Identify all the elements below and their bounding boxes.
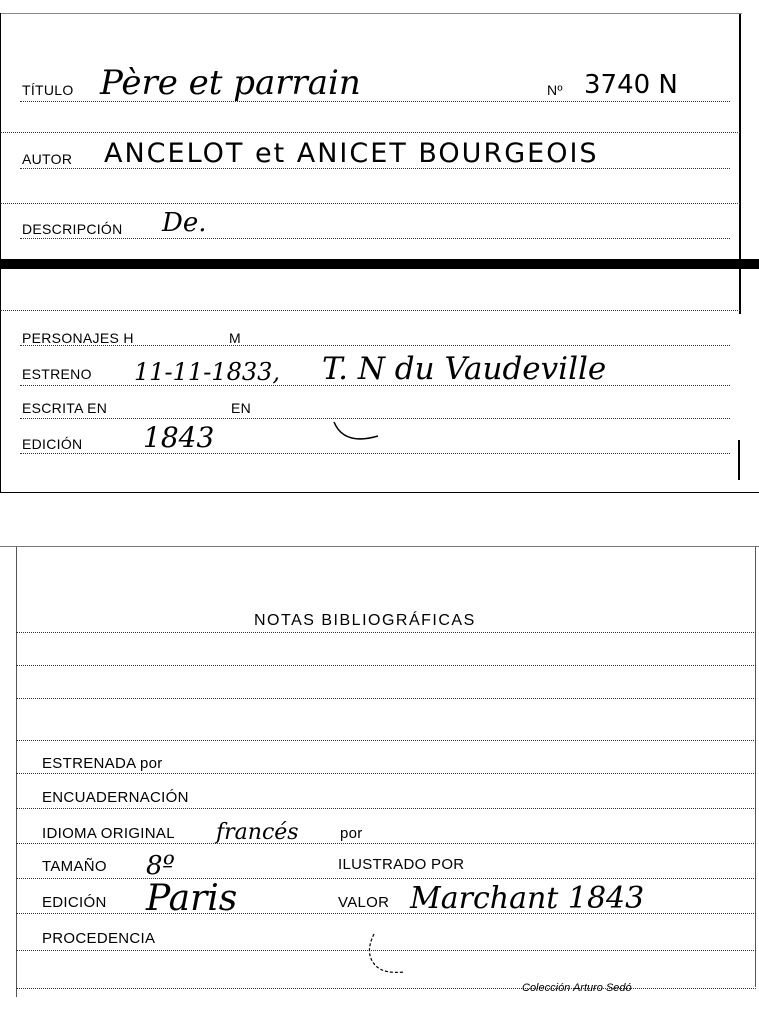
encuadernacion-label: ENCUADERNACIÓN <box>42 789 189 806</box>
autor-label: AUTOR <box>22 151 73 167</box>
edicion-value: 1843 <box>143 421 215 454</box>
descripcion-label: DESCRIPCIÓN <box>22 221 123 237</box>
autor-value: ANCELOT et ANICET BOURGEOIS <box>104 138 599 169</box>
personajes-m-label: M <box>229 330 241 346</box>
titulo-value: Père et parrain <box>100 63 361 103</box>
descripcion-value: De. <box>162 208 207 238</box>
estreno-date: 11-11-1833, <box>134 358 281 386</box>
top-card-right-tick <box>738 440 740 480</box>
top-card-left-border <box>0 13 1 493</box>
procedencia-label: PROCEDENCIA <box>42 930 156 947</box>
personajes-label: PERSONAJES H <box>22 330 134 346</box>
notas-rule-3 <box>16 698 756 699</box>
bottom-card-bottom-rule <box>16 988 756 989</box>
bottom-card-right-border <box>755 547 756 987</box>
collection-credit: Colección Arturo Sedó <box>522 982 632 994</box>
bottom-card-left-border <box>16 547 17 997</box>
idioma-por-label: por <box>340 825 363 842</box>
edicion-bottom-value: Paris <box>146 878 238 919</box>
descripcion-rule <box>20 238 730 239</box>
top-card-top-border <box>0 13 742 14</box>
pencil-curve-mark <box>330 418 390 448</box>
notas-rule-1 <box>16 632 756 633</box>
escrita-label: ESCRITA EN <box>22 400 108 416</box>
edicion-bottom-label: EDICIÓN <box>42 894 107 911</box>
top-card-thick-divider <box>0 259 759 269</box>
notas-rule-2 <box>16 665 756 666</box>
numero-value: 3740 N <box>584 70 678 100</box>
valor-value: Marchant 1843 <box>410 881 645 916</box>
estrenada-label: ESTRENADA por <box>42 755 163 772</box>
encuadernacion-rule <box>16 808 756 809</box>
titulo-rule-2 <box>0 132 740 133</box>
edicion-bottom-rule <box>16 913 756 914</box>
escrita-en-label: EN <box>231 400 252 416</box>
autor-rule-2 <box>0 203 740 204</box>
tamano-label: TAMAÑO <box>42 858 107 875</box>
estreno-label: ESTRENO <box>22 366 92 382</box>
idioma-label: IDIOMA ORIGINAL <box>42 825 175 842</box>
tamano-value: 8º <box>146 851 175 881</box>
edicion-rule <box>20 453 730 454</box>
titulo-label: TÍTULO <box>22 82 74 98</box>
bottom-card-top-border <box>0 546 759 547</box>
idioma-rule <box>16 843 756 844</box>
ilustrado-label: ILUSTRADO POR <box>338 856 465 873</box>
estrenada-rule <box>16 773 756 774</box>
idioma-value: francés <box>216 820 299 845</box>
valor-label: VALOR <box>338 894 390 911</box>
pencil-bracket-mark <box>364 930 414 980</box>
notas-rule-4 <box>16 740 756 741</box>
numero-label: Nº <box>547 82 563 98</box>
top-card-bottom-border <box>0 492 759 493</box>
tamano-rule <box>16 878 756 879</box>
estreno-place: T. N du Vaudeville <box>322 351 607 387</box>
notas-heading: NOTAS BIBLIOGRÁFICAS <box>254 612 476 629</box>
spacer-rule <box>0 310 740 311</box>
top-card-right-border <box>739 14 741 314</box>
edicion-label: EDICIÓN <box>22 436 83 452</box>
